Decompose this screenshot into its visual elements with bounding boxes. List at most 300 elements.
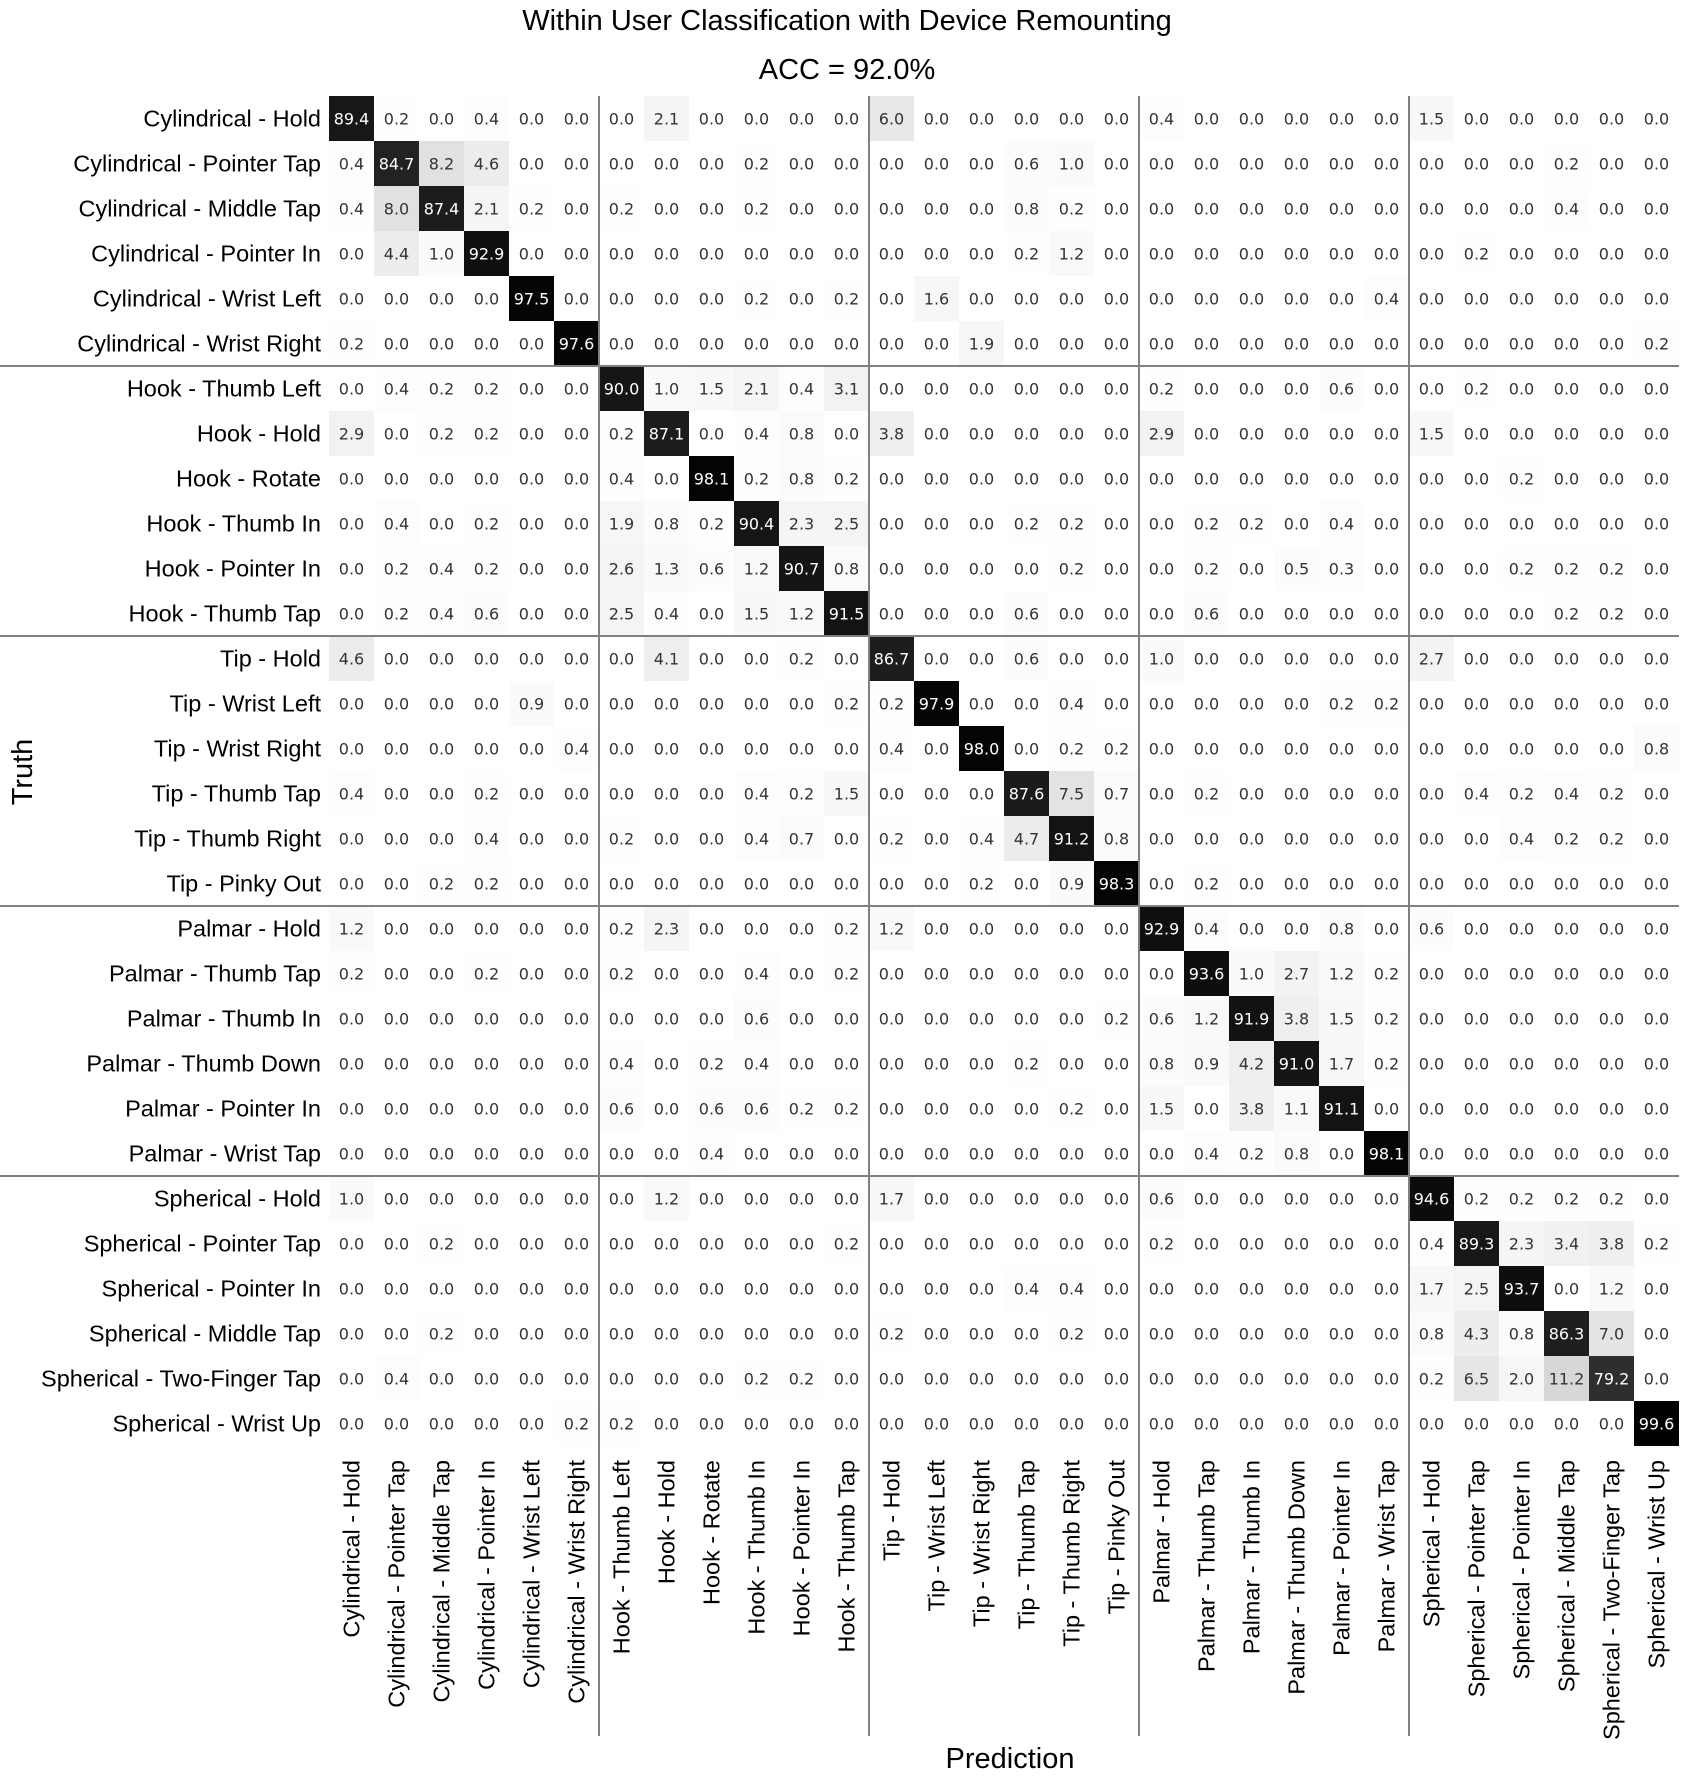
- cell-value-label: 0.0: [383, 1279, 410, 1299]
- cell-value-label: 2.1: [473, 199, 500, 219]
- cell-value-label: 0.0: [743, 874, 770, 894]
- cell-value-label: 0.0: [383, 1324, 410, 1344]
- cell-value-label: 0.0: [473, 1414, 500, 1434]
- cell-value-label: 0.0: [698, 1189, 725, 1209]
- y-tick-label: Spherical - Middle Tap: [88, 1320, 321, 1347]
- cell-value-label: 0.0: [1103, 964, 1130, 984]
- cell-value-label: 91.1: [1323, 1099, 1360, 1119]
- cell-value-label: 0.8: [1103, 829, 1130, 849]
- cell-value-label: 0.0: [1283, 694, 1310, 714]
- cell-value-label: 99.6: [1638, 1414, 1675, 1434]
- cell-value-label: 0.0: [1013, 739, 1040, 759]
- cell-value-label: 0.0: [608, 1009, 635, 1029]
- cell-value-label: 1.3: [653, 559, 680, 579]
- cell-value-label: 0.0: [1643, 964, 1670, 984]
- cell-value-label: 0.2: [1598, 604, 1625, 624]
- cell-value-label: 0.0: [1598, 1144, 1625, 1164]
- cell-value-label: 0.0: [968, 1414, 995, 1434]
- cell-value-label: 0.0: [1553, 424, 1580, 444]
- cell-value-label: 0.2: [518, 199, 545, 219]
- cell-value-label: 0.0: [338, 1054, 365, 1074]
- y-tick-label: Palmar - Wrist Tap: [128, 1140, 321, 1167]
- cell-value-label: 0.2: [1193, 874, 1220, 894]
- cell-value-label: 0.0: [1103, 289, 1130, 309]
- y-tick-label: Hook - Thumb Left: [126, 375, 321, 402]
- cell-value-label: 0.0: [923, 334, 950, 354]
- cell-value-label: 0.0: [1238, 334, 1265, 354]
- cell-value-label: 0.0: [1013, 424, 1040, 444]
- cell-value-label: 0.0: [1103, 604, 1130, 624]
- cell-value-label: 0.8: [1643, 739, 1670, 759]
- cell-value-label: 0.0: [923, 1099, 950, 1119]
- cell-value-label: 0.0: [563, 1189, 590, 1209]
- cell-value-label: 0.0: [1058, 649, 1085, 669]
- cell-value-label: 0.4: [1508, 829, 1535, 849]
- cell-value-label: 0.0: [1283, 649, 1310, 669]
- cell-value-label: 0.0: [1103, 1144, 1130, 1164]
- cell-value-label: 0.2: [1148, 379, 1175, 399]
- cell-value-label: 0.0: [1463, 154, 1490, 174]
- cell-value-label: 0.4: [383, 379, 410, 399]
- cell-value-label: 0.0: [1148, 1144, 1175, 1164]
- cell-value-label: 0.0: [428, 919, 455, 939]
- cell-value-label: 0.0: [608, 154, 635, 174]
- cell-value-label: 0.0: [473, 919, 500, 939]
- cell-value-label: 0.6: [1148, 1009, 1175, 1029]
- cell-value-label: 0.0: [1283, 784, 1310, 804]
- cell-value-label: 3.8: [878, 424, 905, 444]
- cell-value-label: 0.4: [653, 604, 680, 624]
- cell-value-label: 0.0: [428, 1189, 455, 1209]
- cell-value-label: 0.0: [1418, 1054, 1445, 1074]
- cell-value-label: 0.4: [743, 424, 770, 444]
- cell-value-label: 0.0: [1373, 1099, 1400, 1119]
- cell-value-label: 0.6: [1148, 1189, 1175, 1209]
- cell-value-label: 0.0: [1643, 154, 1670, 174]
- cell-value-label: 0.0: [653, 1054, 680, 1074]
- cell-value-label: 0.0: [1598, 289, 1625, 309]
- cell-value-label: 0.0: [1553, 649, 1580, 669]
- cell-value-label: 0.0: [788, 109, 815, 129]
- cell-value-label: 0.2: [473, 964, 500, 984]
- cell-value-label: 0.0: [653, 1144, 680, 1164]
- x-tick-label: Cylindrical - Wrist Right: [563, 1460, 590, 1704]
- cell-value-label: 0.0: [1148, 1414, 1175, 1434]
- cell-value-label: 0.0: [518, 874, 545, 894]
- cell-value-label: 4.7: [1013, 829, 1040, 849]
- cell-value-label: 0.0: [563, 469, 590, 489]
- cell-value-label: 98.1: [693, 469, 730, 489]
- cell-value-label: 0.0: [1283, 1369, 1310, 1389]
- cell-value-label: 0.0: [923, 784, 950, 804]
- cell-value-label: 0.0: [563, 1054, 590, 1074]
- x-tick-label: Palmar - Pointer In: [1328, 1460, 1355, 1656]
- cell-value-label: 0.2: [1058, 514, 1085, 534]
- cell-value-label: 0.0: [1013, 1009, 1040, 1029]
- cell-value-label: 2.9: [1148, 424, 1175, 444]
- cell-value-label: 0.0: [1418, 514, 1445, 534]
- cell-value-label: 0.0: [518, 1324, 545, 1344]
- cell-value-label: 0.8: [833, 559, 860, 579]
- cell-value-label: 0.2: [878, 829, 905, 849]
- cell-value-label: 0.0: [1463, 919, 1490, 939]
- cell-value-label: 0.0: [428, 1279, 455, 1299]
- cell-value-label: 0.0: [1463, 694, 1490, 714]
- cell-value-label: 97.9: [918, 694, 955, 714]
- cell-value-label: 0.0: [1508, 964, 1535, 984]
- cell-value-label: 0.2: [833, 289, 860, 309]
- cell-value-label: 2.3: [653, 919, 680, 939]
- cell-value-label: 0.0: [1238, 289, 1265, 309]
- cell-value-label: 1.2: [878, 919, 905, 939]
- cell-value-label: 0.0: [1058, 469, 1085, 489]
- cell-value-label: 98.3: [1098, 874, 1135, 894]
- cell-value-label: 0.0: [1238, 784, 1265, 804]
- cell-value-label: 0.0: [968, 154, 995, 174]
- cell-value-label: 0.0: [1058, 1009, 1085, 1029]
- cell-value-label: 0.0: [923, 1369, 950, 1389]
- cell-value-label: 0.2: [608, 1414, 635, 1434]
- cell-value-label: 0.0: [698, 649, 725, 669]
- cell-value-label: 0.0: [833, 199, 860, 219]
- cell-value-label: 0.4: [698, 1144, 725, 1164]
- cell-value-label: 0.6: [698, 559, 725, 579]
- cell-value-label: 1.0: [1058, 154, 1085, 174]
- cell-value-label: 0.0: [1148, 874, 1175, 894]
- cell-value-label: 0.2: [833, 1099, 860, 1119]
- y-tick-label: Tip - Pinky Out: [166, 870, 321, 897]
- cell-value-label: 0.0: [1148, 1324, 1175, 1344]
- cell-value-label: 0.0: [1103, 694, 1130, 714]
- cell-value-label: 2.5: [608, 604, 635, 624]
- cell-value-label: 3.4: [1553, 1234, 1580, 1254]
- cell-value-label: 11.2: [1548, 1369, 1585, 1389]
- cell-value-label: 0.0: [1598, 919, 1625, 939]
- x-tick-label: Palmar - Thumb In: [1238, 1460, 1265, 1655]
- cell-value-label: 0.4: [428, 604, 455, 624]
- cell-value-label: 0.0: [518, 1414, 545, 1434]
- cell-value-label: 0.0: [1148, 514, 1175, 534]
- cell-value-label: 0.0: [968, 1009, 995, 1029]
- cell-value-label: 0.2: [1508, 784, 1535, 804]
- cell-value-label: 0.0: [1373, 514, 1400, 534]
- cell-value-label: 0.0: [743, 1189, 770, 1209]
- cell-value-label: 0.0: [338, 244, 365, 264]
- cell-value-label: 0.2: [1643, 1234, 1670, 1254]
- cell-value-label: 0.0: [428, 649, 455, 669]
- cell-value-label: 0.0: [743, 919, 770, 939]
- x-tick-label: Hook - Thumb Tap: [833, 1460, 860, 1653]
- cell-value-label: 0.0: [518, 829, 545, 849]
- y-tick-label: Cylindrical - Wrist Left: [92, 285, 321, 312]
- cell-value-label: 0.0: [1283, 1189, 1310, 1209]
- cell-value-label: 0.0: [1193, 379, 1220, 399]
- cell-value-label: 0.0: [1238, 559, 1265, 579]
- cell-value-label: 0.0: [563, 289, 590, 309]
- cell-value-label: 0.2: [833, 694, 860, 714]
- cell-value-label: 1.5: [1148, 1099, 1175, 1119]
- y-tick-label: Palmar - Pointer In: [125, 1095, 321, 1122]
- cell-value-label: 0.2: [1508, 559, 1535, 579]
- cell-value-label: 79.2: [1593, 1369, 1630, 1389]
- cell-value-label: 0.0: [1598, 379, 1625, 399]
- cell-value-label: 0.2: [383, 604, 410, 624]
- cell-value-label: 0.4: [1193, 1144, 1220, 1164]
- cell-value-label: 0.2: [1193, 514, 1220, 534]
- cell-value-label: 0.0: [1373, 1369, 1400, 1389]
- cell-value-label: 0.0: [1508, 1099, 1535, 1119]
- cell-value-label: 0.2: [1463, 1189, 1490, 1209]
- cell-value-label: 0.0: [968, 424, 995, 444]
- cell-value-label: 0.0: [338, 874, 365, 894]
- cell-value-label: 0.0: [1283, 514, 1310, 534]
- cell-value-label: 0.0: [1238, 109, 1265, 129]
- cell-value-label: 0.0: [878, 334, 905, 354]
- cell-value-label: 0.6: [1328, 379, 1355, 399]
- cell-value-label: 0.0: [1193, 1189, 1220, 1209]
- x-tick-label: Palmar - Thumb Down: [1283, 1460, 1310, 1695]
- cell-value-label: 0.0: [563, 379, 590, 399]
- cell-value-label: 0.0: [968, 289, 995, 309]
- cell-value-label: 0.0: [383, 784, 410, 804]
- cell-value-label: 0.0: [1418, 874, 1445, 894]
- cell-value-label: 0.0: [383, 289, 410, 309]
- cell-value-label: 0.0: [923, 244, 950, 264]
- cell-value-label: 0.0: [563, 199, 590, 219]
- cell-value-label: 0.2: [428, 424, 455, 444]
- cell-value-label: 0.0: [698, 334, 725, 354]
- cell-value-label: 0.0: [428, 109, 455, 129]
- cell-value-label: 0.0: [1463, 469, 1490, 489]
- cell-value-label: 0.0: [1463, 829, 1490, 849]
- cell-value-label: 0.4: [608, 1054, 635, 1074]
- cell-value-label: 0.0: [1643, 514, 1670, 534]
- cell-value-label: 0.0: [878, 1009, 905, 1029]
- cell-value-label: 0.0: [473, 1234, 500, 1254]
- cell-value-label: 0.0: [383, 469, 410, 489]
- cell-value-label: 0.8: [1418, 1324, 1445, 1344]
- cell-value-label: 0.0: [1013, 964, 1040, 984]
- cell-value-label: 0.0: [1373, 604, 1400, 624]
- cell-value-label: 0.0: [923, 1324, 950, 1344]
- cell-value-label: 0.4: [428, 559, 455, 579]
- cell-value-label: 0.2: [1193, 559, 1220, 579]
- cell-value-label: 0.0: [1193, 649, 1220, 669]
- cell-value-label: 0.4: [608, 469, 635, 489]
- cell-value-label: 0.0: [1508, 919, 1535, 939]
- cell-value-label: 0.0: [518, 334, 545, 354]
- cell-value-label: 0.0: [1643, 109, 1670, 129]
- cell-value-label: 0.0: [563, 1099, 590, 1119]
- y-tick-label: Hook - Thumb In: [146, 510, 321, 537]
- cell-value-label: 0.0: [698, 604, 725, 624]
- x-tick-label: Spherical - Hold: [1418, 1460, 1445, 1628]
- cell-value-label: 0.0: [1103, 469, 1130, 489]
- cell-value-label: 0.0: [1598, 199, 1625, 219]
- cell-value-label: 0.2: [968, 874, 995, 894]
- cell-value-label: 1.2: [1328, 964, 1355, 984]
- cell-value-label: 0.0: [833, 1279, 860, 1299]
- cell-value-label: 0.0: [1373, 1414, 1400, 1434]
- cell-value-label: 0.2: [1643, 334, 1670, 354]
- cell-value-label: 0.0: [1643, 1324, 1670, 1344]
- cell-value-label: 0.2: [1193, 784, 1220, 804]
- cell-value-label: 0.0: [563, 694, 590, 714]
- cell-value-label: 0.2: [743, 289, 770, 309]
- cell-value-label: 0.0: [968, 469, 995, 489]
- cell-value-label: 0.0: [428, 1099, 455, 1119]
- cell-value-label: 0.0: [1598, 874, 1625, 894]
- cell-value-label: 87.4: [423, 199, 460, 219]
- cell-value-label: 0.0: [1013, 1099, 1040, 1119]
- cell-value-label: 0.0: [788, 1009, 815, 1029]
- cell-value-label: 0.0: [1463, 874, 1490, 894]
- cell-value-label: 0.0: [1058, 604, 1085, 624]
- cell-value-label: 3.8: [1283, 1009, 1310, 1029]
- cell-value-label: 0.0: [1598, 244, 1625, 264]
- cell-value-label: 0.0: [428, 514, 455, 534]
- cell-value-label: 0.0: [1463, 289, 1490, 309]
- cell-value-label: 0.0: [1238, 424, 1265, 444]
- cell-value-label: 0.2: [1058, 739, 1085, 759]
- cell-value-label: 1.5: [1328, 1009, 1355, 1029]
- cell-value-label: 0.0: [878, 874, 905, 894]
- cell-value-label: 0.0: [1643, 559, 1670, 579]
- cell-value-label: 0.0: [608, 874, 635, 894]
- cell-value-label: 0.4: [563, 739, 590, 759]
- cell-value-label: 0.0: [1328, 109, 1355, 129]
- cell-value-label: 0.0: [473, 1054, 500, 1074]
- cell-value-label: 3.8: [1238, 1099, 1265, 1119]
- cell-value-label: 2.3: [1508, 1234, 1535, 1254]
- cell-value-label: 0.0: [608, 334, 635, 354]
- cell-value-label: 0.0: [1058, 1054, 1085, 1074]
- cell-value-label: 0.2: [878, 694, 905, 714]
- cell-value-label: 0.4: [878, 739, 905, 759]
- cell-value-label: 0.0: [518, 1009, 545, 1029]
- cell-value-label: 0.0: [1238, 739, 1265, 759]
- cell-value-label: 3.8: [1598, 1234, 1625, 1254]
- cell-value-label: 0.0: [563, 919, 590, 939]
- cell-value-label: 0.2: [788, 784, 815, 804]
- cell-value-label: 0.0: [923, 1009, 950, 1029]
- cell-value-label: 0.0: [1238, 649, 1265, 669]
- cell-value-label: 2.5: [833, 514, 860, 534]
- cell-value-label: 0.0: [1238, 1234, 1265, 1254]
- cell-value-label: 0.0: [698, 109, 725, 129]
- cell-value-label: 98.0: [963, 739, 1000, 759]
- cell-value-label: 0.0: [1193, 1279, 1220, 1299]
- cell-value-label: 0.2: [608, 829, 635, 849]
- cell-value-label: 0.0: [878, 1369, 905, 1389]
- cell-value-label: 0.2: [1013, 514, 1040, 534]
- cell-value-label: 0.2: [698, 514, 725, 534]
- cell-value-label: 0.0: [1553, 1414, 1580, 1434]
- cell-value-label: 0.0: [1103, 244, 1130, 264]
- cell-value-label: 0.0: [518, 1279, 545, 1299]
- cell-value-label: 0.0: [923, 424, 950, 444]
- x-tick-label: Hook - Thumb Left: [608, 1460, 635, 1655]
- cell-value-label: 0.0: [563, 424, 590, 444]
- cell-value-label: 1.9: [968, 334, 995, 354]
- cell-value-label: 0.0: [923, 109, 950, 129]
- cell-value-label: 0.0: [1193, 1234, 1220, 1254]
- cell-value-label: 0.2: [788, 1099, 815, 1119]
- cell-value-label: 1.6: [923, 289, 950, 309]
- cell-value-label: 0.0: [1508, 424, 1535, 444]
- cell-value-label: 0.6: [473, 604, 500, 624]
- cell-value-label: 7.0: [1598, 1324, 1625, 1344]
- cell-value-label: 0.0: [1283, 1234, 1310, 1254]
- cell-value-label: 0.0: [1553, 1054, 1580, 1074]
- cell-value-label: 1.2: [1598, 1279, 1625, 1299]
- cell-value-label: 0.0: [1373, 784, 1400, 804]
- cell-value-label: 0.0: [1328, 829, 1355, 849]
- cell-value-label: 0.0: [608, 1369, 635, 1389]
- cell-value-label: 0.0: [788, 694, 815, 714]
- cell-value-label: 0.0: [788, 1279, 815, 1299]
- cell-value-label: 0.0: [1508, 1144, 1535, 1164]
- cell-value-label: 0.0: [653, 829, 680, 849]
- cell-value-label: 0.0: [473, 649, 500, 669]
- cell-value-label: 0.0: [1103, 1099, 1130, 1119]
- cell-value-label: 0.0: [923, 964, 950, 984]
- cell-value-label: 0.2: [563, 1414, 590, 1434]
- cell-value-label: 0.0: [1373, 1234, 1400, 1254]
- cell-value-label: 0.0: [1148, 964, 1175, 984]
- cell-value-label: 0.0: [698, 424, 725, 444]
- y-tick-label: Palmar - Thumb Tap: [108, 960, 321, 987]
- cell-value-label: 0.0: [968, 1279, 995, 1299]
- cell-value-label: 87.1: [648, 424, 685, 444]
- cell-value-label: 0.0: [1058, 964, 1085, 984]
- cell-value-label: 0.0: [1643, 289, 1670, 309]
- cell-value-label: 0.0: [1508, 1414, 1535, 1434]
- cell-value-label: 0.2: [1598, 784, 1625, 804]
- cell-value-label: 0.0: [1103, 334, 1130, 354]
- cell-value-label: 0.0: [743, 649, 770, 669]
- cell-value-label: 0.0: [923, 874, 950, 894]
- cell-value-label: 0.0: [788, 1414, 815, 1434]
- cell-value-label: 0.0: [1418, 1099, 1445, 1119]
- cell-value-label: 0.2: [473, 874, 500, 894]
- cell-value-label: 0.2: [473, 514, 500, 534]
- cell-value-label: 86.7: [873, 649, 910, 669]
- cell-value-label: 97.5: [513, 289, 550, 309]
- cell-value-label: 0.0: [428, 289, 455, 309]
- cell-value-label: 2.7: [1283, 964, 1310, 984]
- cell-value-label: 0.0: [698, 1009, 725, 1029]
- cell-value-label: 0.0: [788, 1324, 815, 1344]
- cell-value-label: 0.0: [383, 1009, 410, 1029]
- cell-value-label: 0.2: [743, 199, 770, 219]
- cell-value-label: 0.0: [1328, 1234, 1355, 1254]
- cell-value-label: 0.0: [1373, 109, 1400, 129]
- cell-value-label: 0.0: [1643, 1189, 1670, 1209]
- cell-value-label: 0.8: [1148, 1054, 1175, 1074]
- cell-value-label: 0.0: [518, 109, 545, 129]
- cell-value-label: 0.0: [563, 829, 590, 849]
- cell-value-label: 0.0: [1508, 874, 1535, 894]
- cell-value-label: 0.0: [833, 1189, 860, 1209]
- y-tick-label: Spherical - Pointer Tap: [83, 1230, 321, 1257]
- x-tick-labels: [339, 1460, 1670, 1740]
- cell-value-label: 0.4: [1058, 1279, 1085, 1299]
- cell-value-label: 0.0: [1463, 739, 1490, 759]
- cell-value-label: 0.0: [1103, 514, 1130, 534]
- cell-value-label: 0.4: [743, 829, 770, 849]
- cell-value-label: 0.8: [1328, 919, 1355, 939]
